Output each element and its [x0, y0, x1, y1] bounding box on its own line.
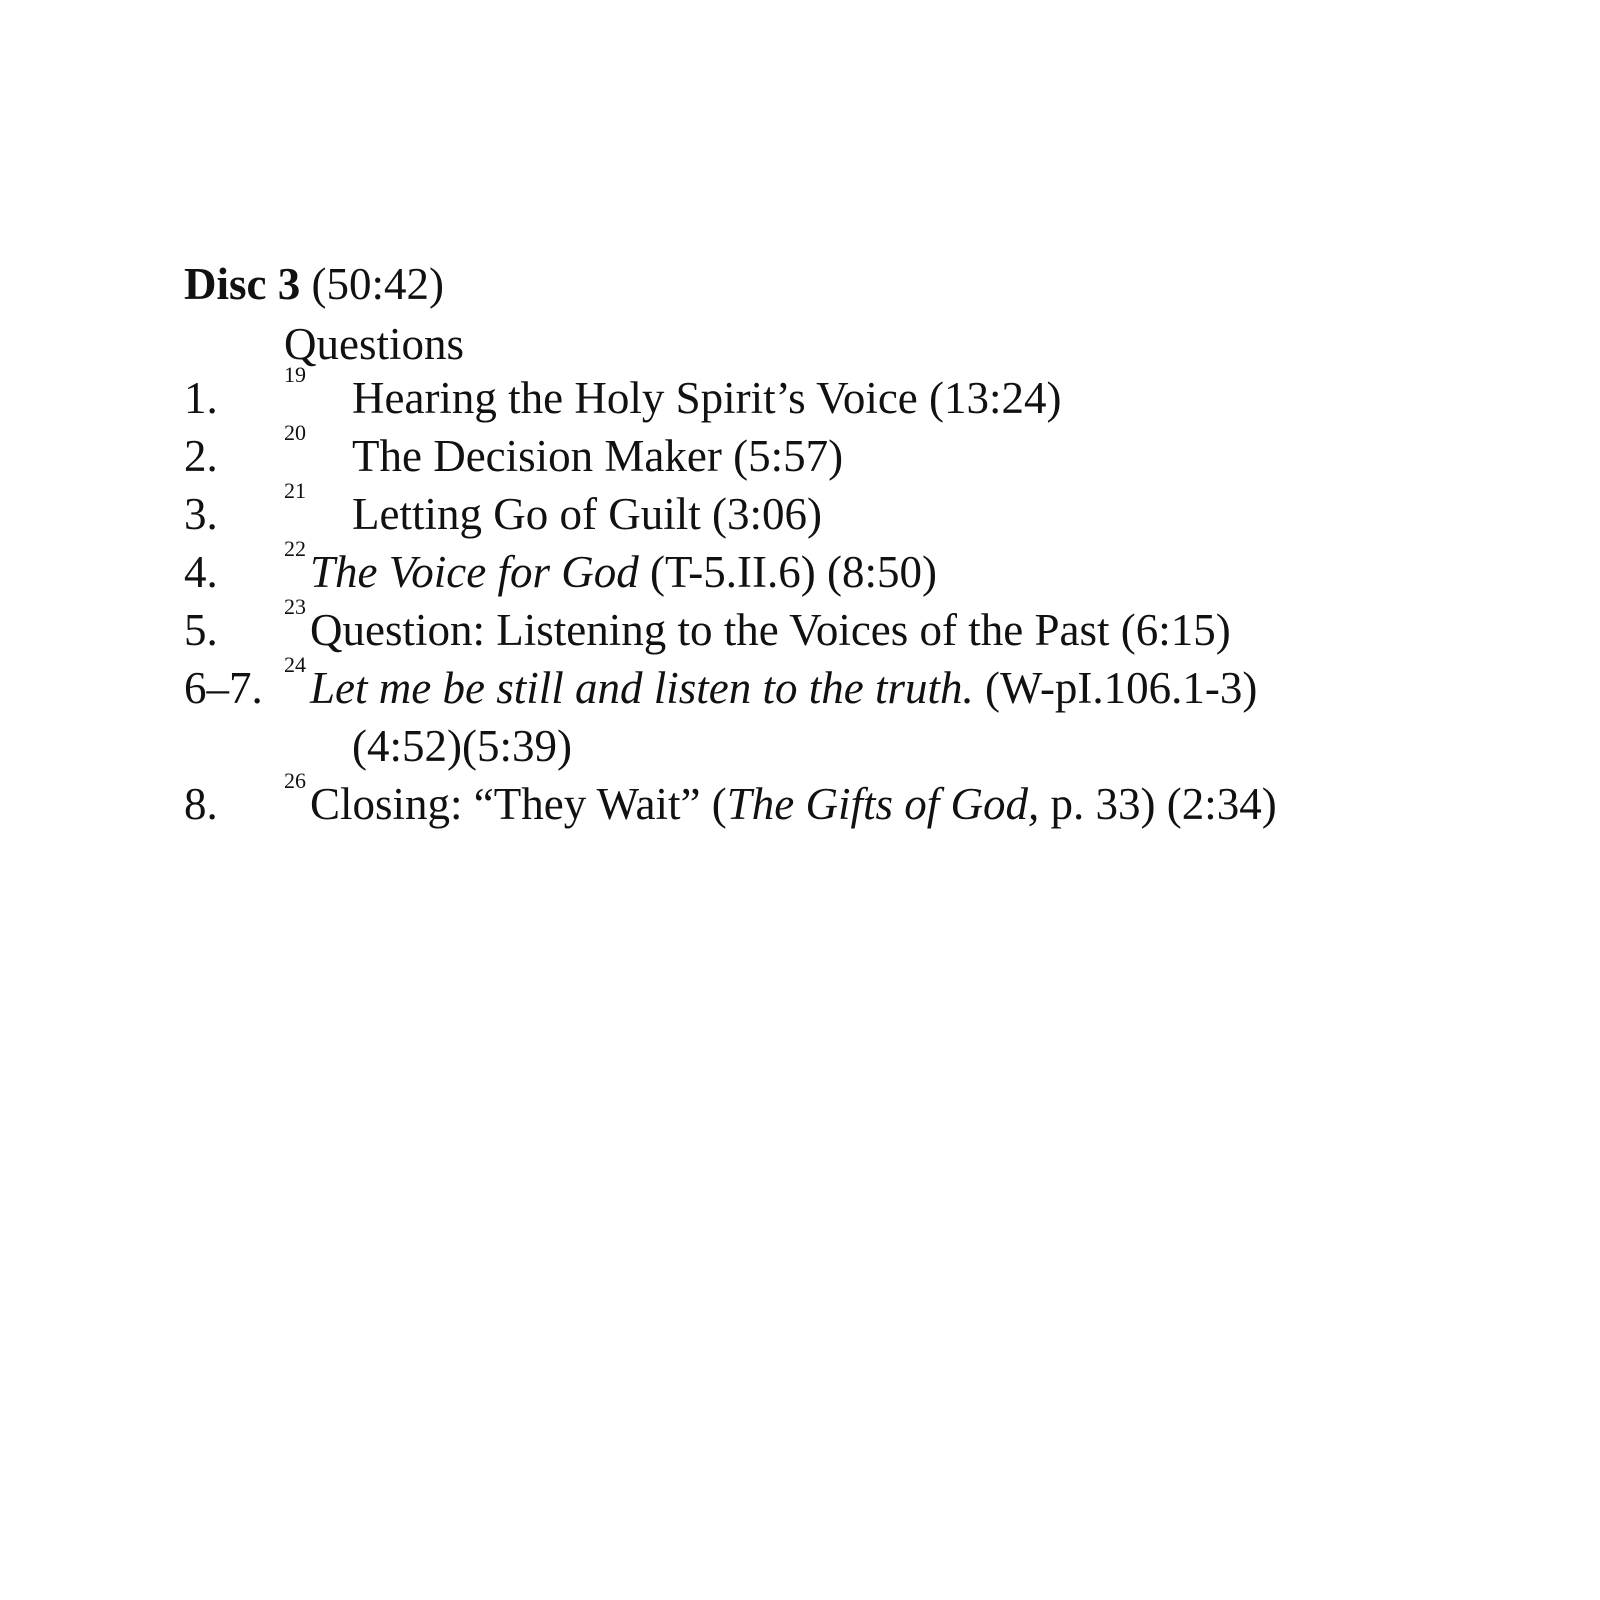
track-title-rest: p. 33) (2:34) [1039, 779, 1277, 829]
track-title [310, 774, 1277, 834]
track-number: 5. [184, 605, 218, 655]
disc-duration: (50:42) [311, 259, 444, 309]
track-superscript: 26 [284, 768, 306, 793]
track-title: The Decision Maker (5:57) [352, 431, 844, 481]
disc-header [184, 254, 444, 314]
track-number: 2. [184, 431, 218, 481]
track-superscript: 21 [284, 478, 306, 503]
track-title: Question: Listening to the Voices of the Past (6:15) [310, 605, 1231, 655]
track-number: 4. [184, 547, 218, 597]
track-superscript: 22 [284, 536, 306, 561]
track-title-rest: (T-5.II.6) (8:50) [638, 547, 937, 597]
track-superscript: 24 [284, 652, 306, 677]
track-number: 6–7. [184, 663, 263, 713]
track-superscript: 23 [284, 594, 306, 619]
track-title-continuation: (4:52)(5:39) [352, 721, 572, 771]
track-superscript: 19 [284, 362, 306, 387]
track-title-pre: Closing: “They Wait” ( [310, 779, 727, 829]
disc-label: Disc 3 [184, 259, 301, 309]
track-title-italic: The Gifts of God, [726, 779, 1040, 829]
track-title: Letting Go of Guilt (3:06) [352, 489, 822, 539]
track-title: Hearing the Holy Spirit’s Voice (13:24) [352, 373, 1062, 423]
track-number: 1. [184, 373, 218, 423]
track-title-italic: Let me be still and listen to the truth. [310, 663, 974, 713]
track-number: 3. [184, 489, 218, 539]
track-title-italic: The Voice for God [310, 547, 639, 597]
section-heading: Questions [284, 319, 464, 369]
track-title [310, 658, 1257, 718]
track-superscript: 20 [284, 420, 306, 445]
track-title-rest: (W-pI.106.1-3) [973, 663, 1258, 713]
track-number: 8. [184, 779, 218, 829]
track-title [310, 542, 937, 602]
